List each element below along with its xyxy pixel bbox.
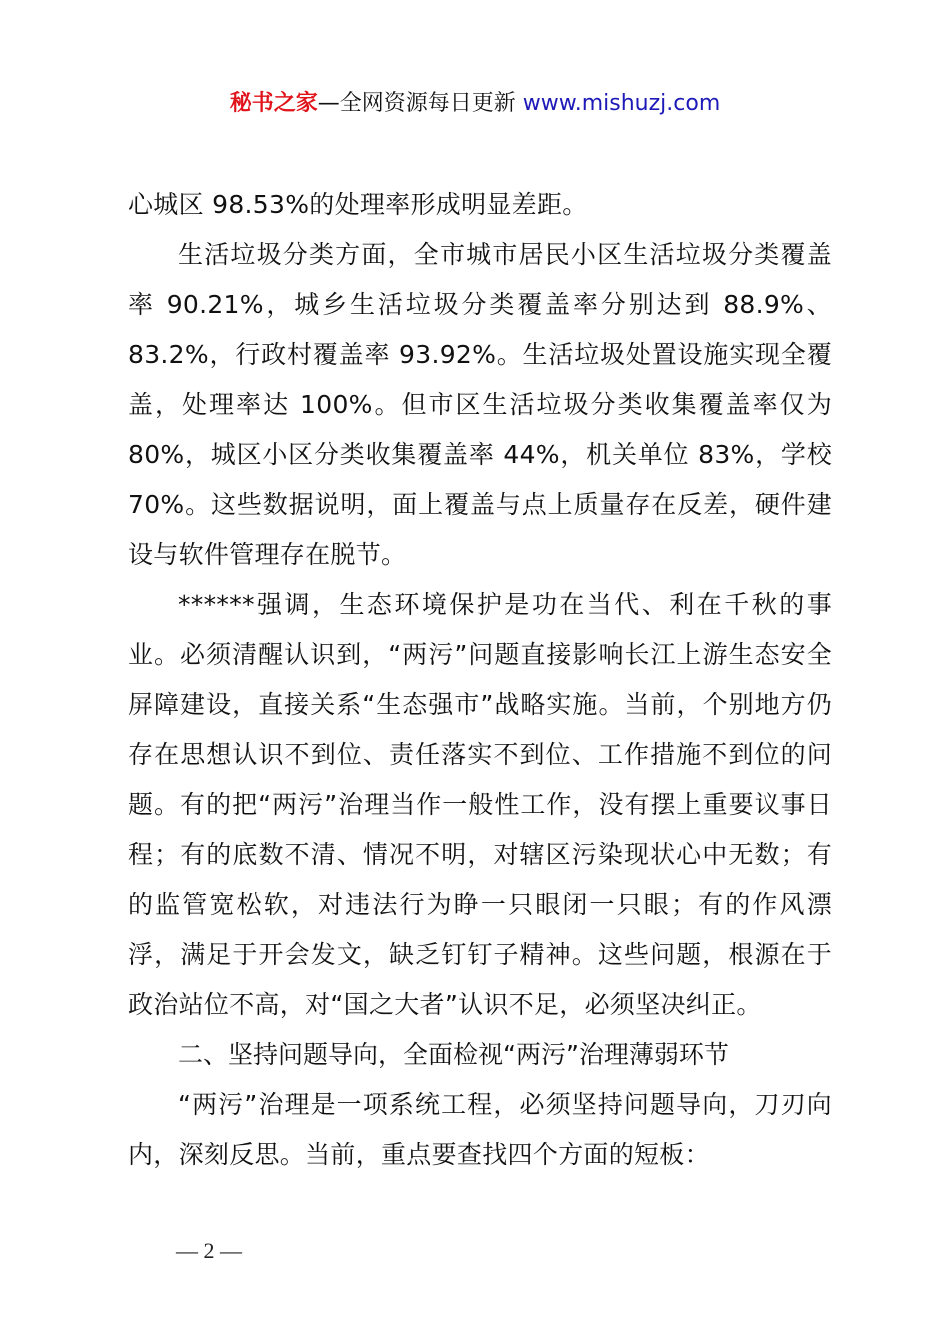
site-header <box>0 88 950 120</box>
paragraph-ecological-protection: ******强调，生态环境保护是功在当代、利在千秋的事业。必须清醒认识到，“两污”问题直接影响长江上游生态安全屏障建设，直接关系“生态强市”战略实施。当前，个别地方仍存在思想认识不到位、责任落实不到位、工作措施不到位的问题。有的把“两污”治理当作一般性工作，没有摆上重要议事日程；有的底数不清、情况不明，对辖区污染现状心中无数；有的监管宽松软，对违法行为睁一只眼闭一只眼；有的作风漂浮，满足于开会发文，缺乏钉钉子精神。这些问题，根源在于政治站位不高，对“国之大者”认识不足，必须坚决纠正。 <box>128 590 832 1019</box>
paragraph-waste-sorting: 生活垃圾分类方面，全市城市居民小区生活垃圾分类覆盖率 90.21%，城乡生活垃圾分类覆盖率分别达到 88.9%、83.2%，行政村覆盖率 93.92%。生活垃圾处置设施实现全覆盖，处理率达 100%。但市区生活垃圾分类收集覆盖率仅为 80%，城区小区分类收集覆盖率 44%，机关单位 83%，学校 70%。这些数据说明，面上覆盖与点上质量存在反差，硬件建设与软件管理存在脱节。 <box>128 240 832 569</box>
brand-name: 秘书之家 <box>229 91 318 116</box>
page-number: — 2 — <box>176 1238 242 1263</box>
document-body <box>128 180 832 1180</box>
paragraph-problem-orientation: “两污”治理是一项系统工程，必须坚持问题导向，刀刃向内，深刻反思。当前，重点要查找四个方面的短板： <box>128 1090 832 1169</box>
paragraph-continuation: 心城区 98.53%的处理率形成明显差距。 <box>128 190 588 219</box>
section-heading: 二、坚持问题导向，全面检视“两污”治理薄弱环节 <box>178 1040 729 1069</box>
site-url-link[interactable]: www.mishuzj.com <box>522 91 721 116</box>
header-tagline: —全网资源每日更新 <box>317 91 516 116</box>
